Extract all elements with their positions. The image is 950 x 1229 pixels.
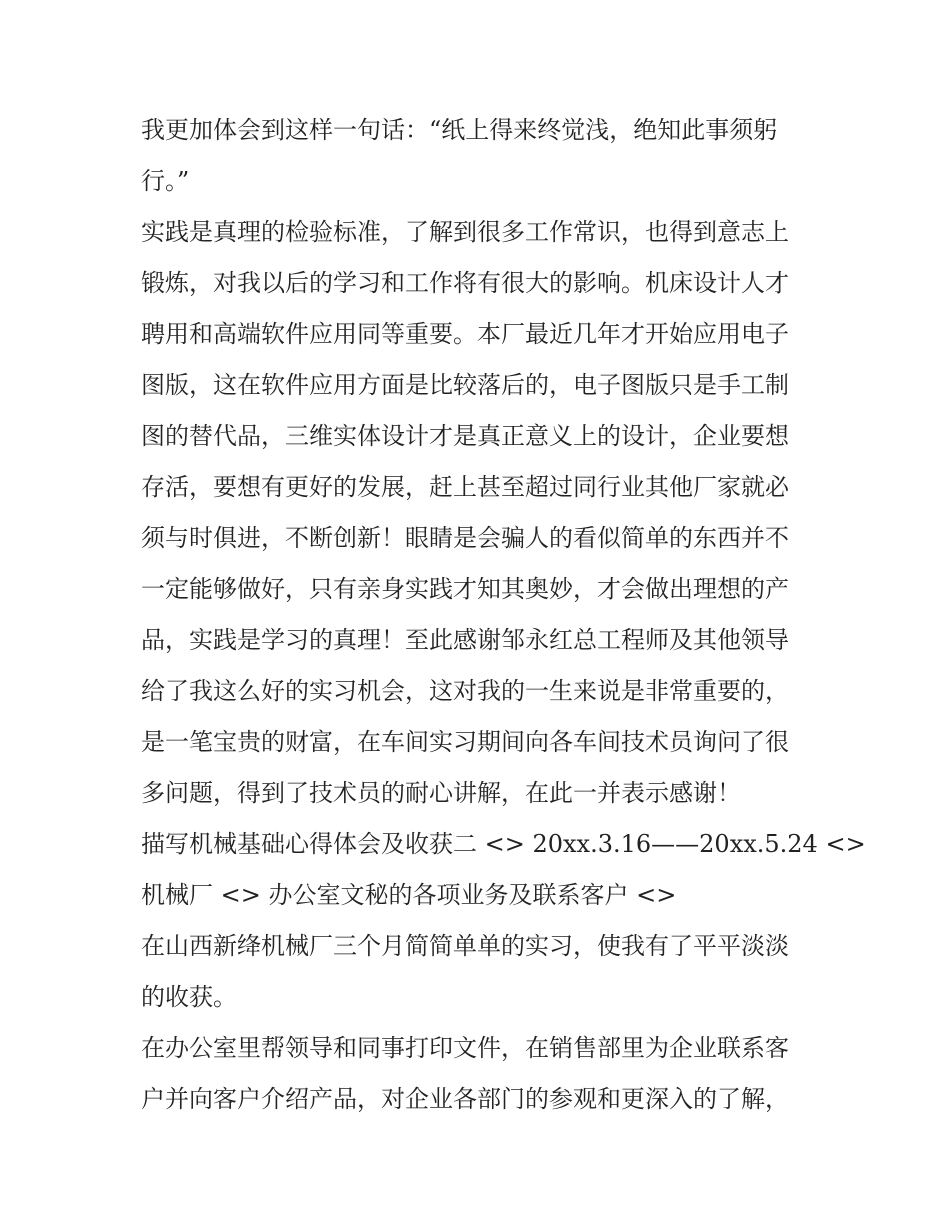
text-line: 聘用和高端软件应用同等重要。本厂最近几年才开始应用电子 — [141, 320, 789, 348]
text-line: 给了我这么好的实习机会，这对我的一生来说是非常重要的， — [141, 677, 789, 705]
section-title-line: 机械厂 <> 办公室文秘的各项业务及联系客户 <> — [141, 881, 677, 909]
text-line: 锻炼，对我以后的学习和工作将有很大的影响。机床设计人才 — [141, 269, 789, 297]
text-line: 实践是真理的检验标准，了解到很多工作常识，也得到意志上 — [141, 218, 789, 246]
text-line: 品，实践是学习的真理！至此感谢邹永红总工程师及其他领导 — [141, 626, 789, 654]
text-line: 须与时俱进，不断创新！眼睛是会骗人的看似简单的东西并不 — [141, 524, 789, 552]
document-body — [141, 105, 866, 1125]
text-line: 在办公室里帮领导和同事打印文件，在销售部里为企业联系客 — [141, 1034, 789, 1062]
office-paragraph — [141, 1023, 813, 1125]
text-line: 多问题，得到了技术员的耐心讲解，在此一并表示感谢！ — [141, 779, 741, 807]
text-line: 户并向客户介绍产品，对企业各部门的参观和更深入的了解， — [141, 1085, 789, 1113]
text-line: 存活，要想有更好的发展，赶上甚至超过同行业其他厂家就必 — [141, 473, 789, 501]
harvest-paragraph — [141, 921, 813, 1023]
text-line: 是一笔宝贵的财富，在车间实习期间向各车间技术员询问了很 — [141, 728, 789, 756]
text-line: 图的替代品，三维实体设计才是真正意义上的设计，企业要想 — [141, 422, 789, 450]
text-line: 我更加体会到这样一句话：“纸上得来终觉浅，绝知此事须躬 — [141, 116, 778, 144]
text-line: 在山西新绛机械厂三个月简简单单的实习，使我有了平平淡淡 — [141, 932, 789, 960]
section-title-line: 描写机械基础心得体会及收获二 <> 20xx.3.16——20xx.5.24 <> — [141, 830, 866, 858]
text-line: 的收获。 — [141, 983, 237, 1011]
text-line: 图版，这在软件应用方面是比较落后的，电子图版只是手工制 — [141, 371, 789, 399]
text-line: 一定能够做好，只有亲身实践才知其奥妙，才会做出理想的产 — [141, 575, 789, 603]
quote-paragraph — [141, 105, 813, 207]
text-line: 行。” — [141, 167, 190, 195]
section-title-paragraph — [141, 819, 866, 921]
practice-paragraph — [141, 207, 813, 819]
